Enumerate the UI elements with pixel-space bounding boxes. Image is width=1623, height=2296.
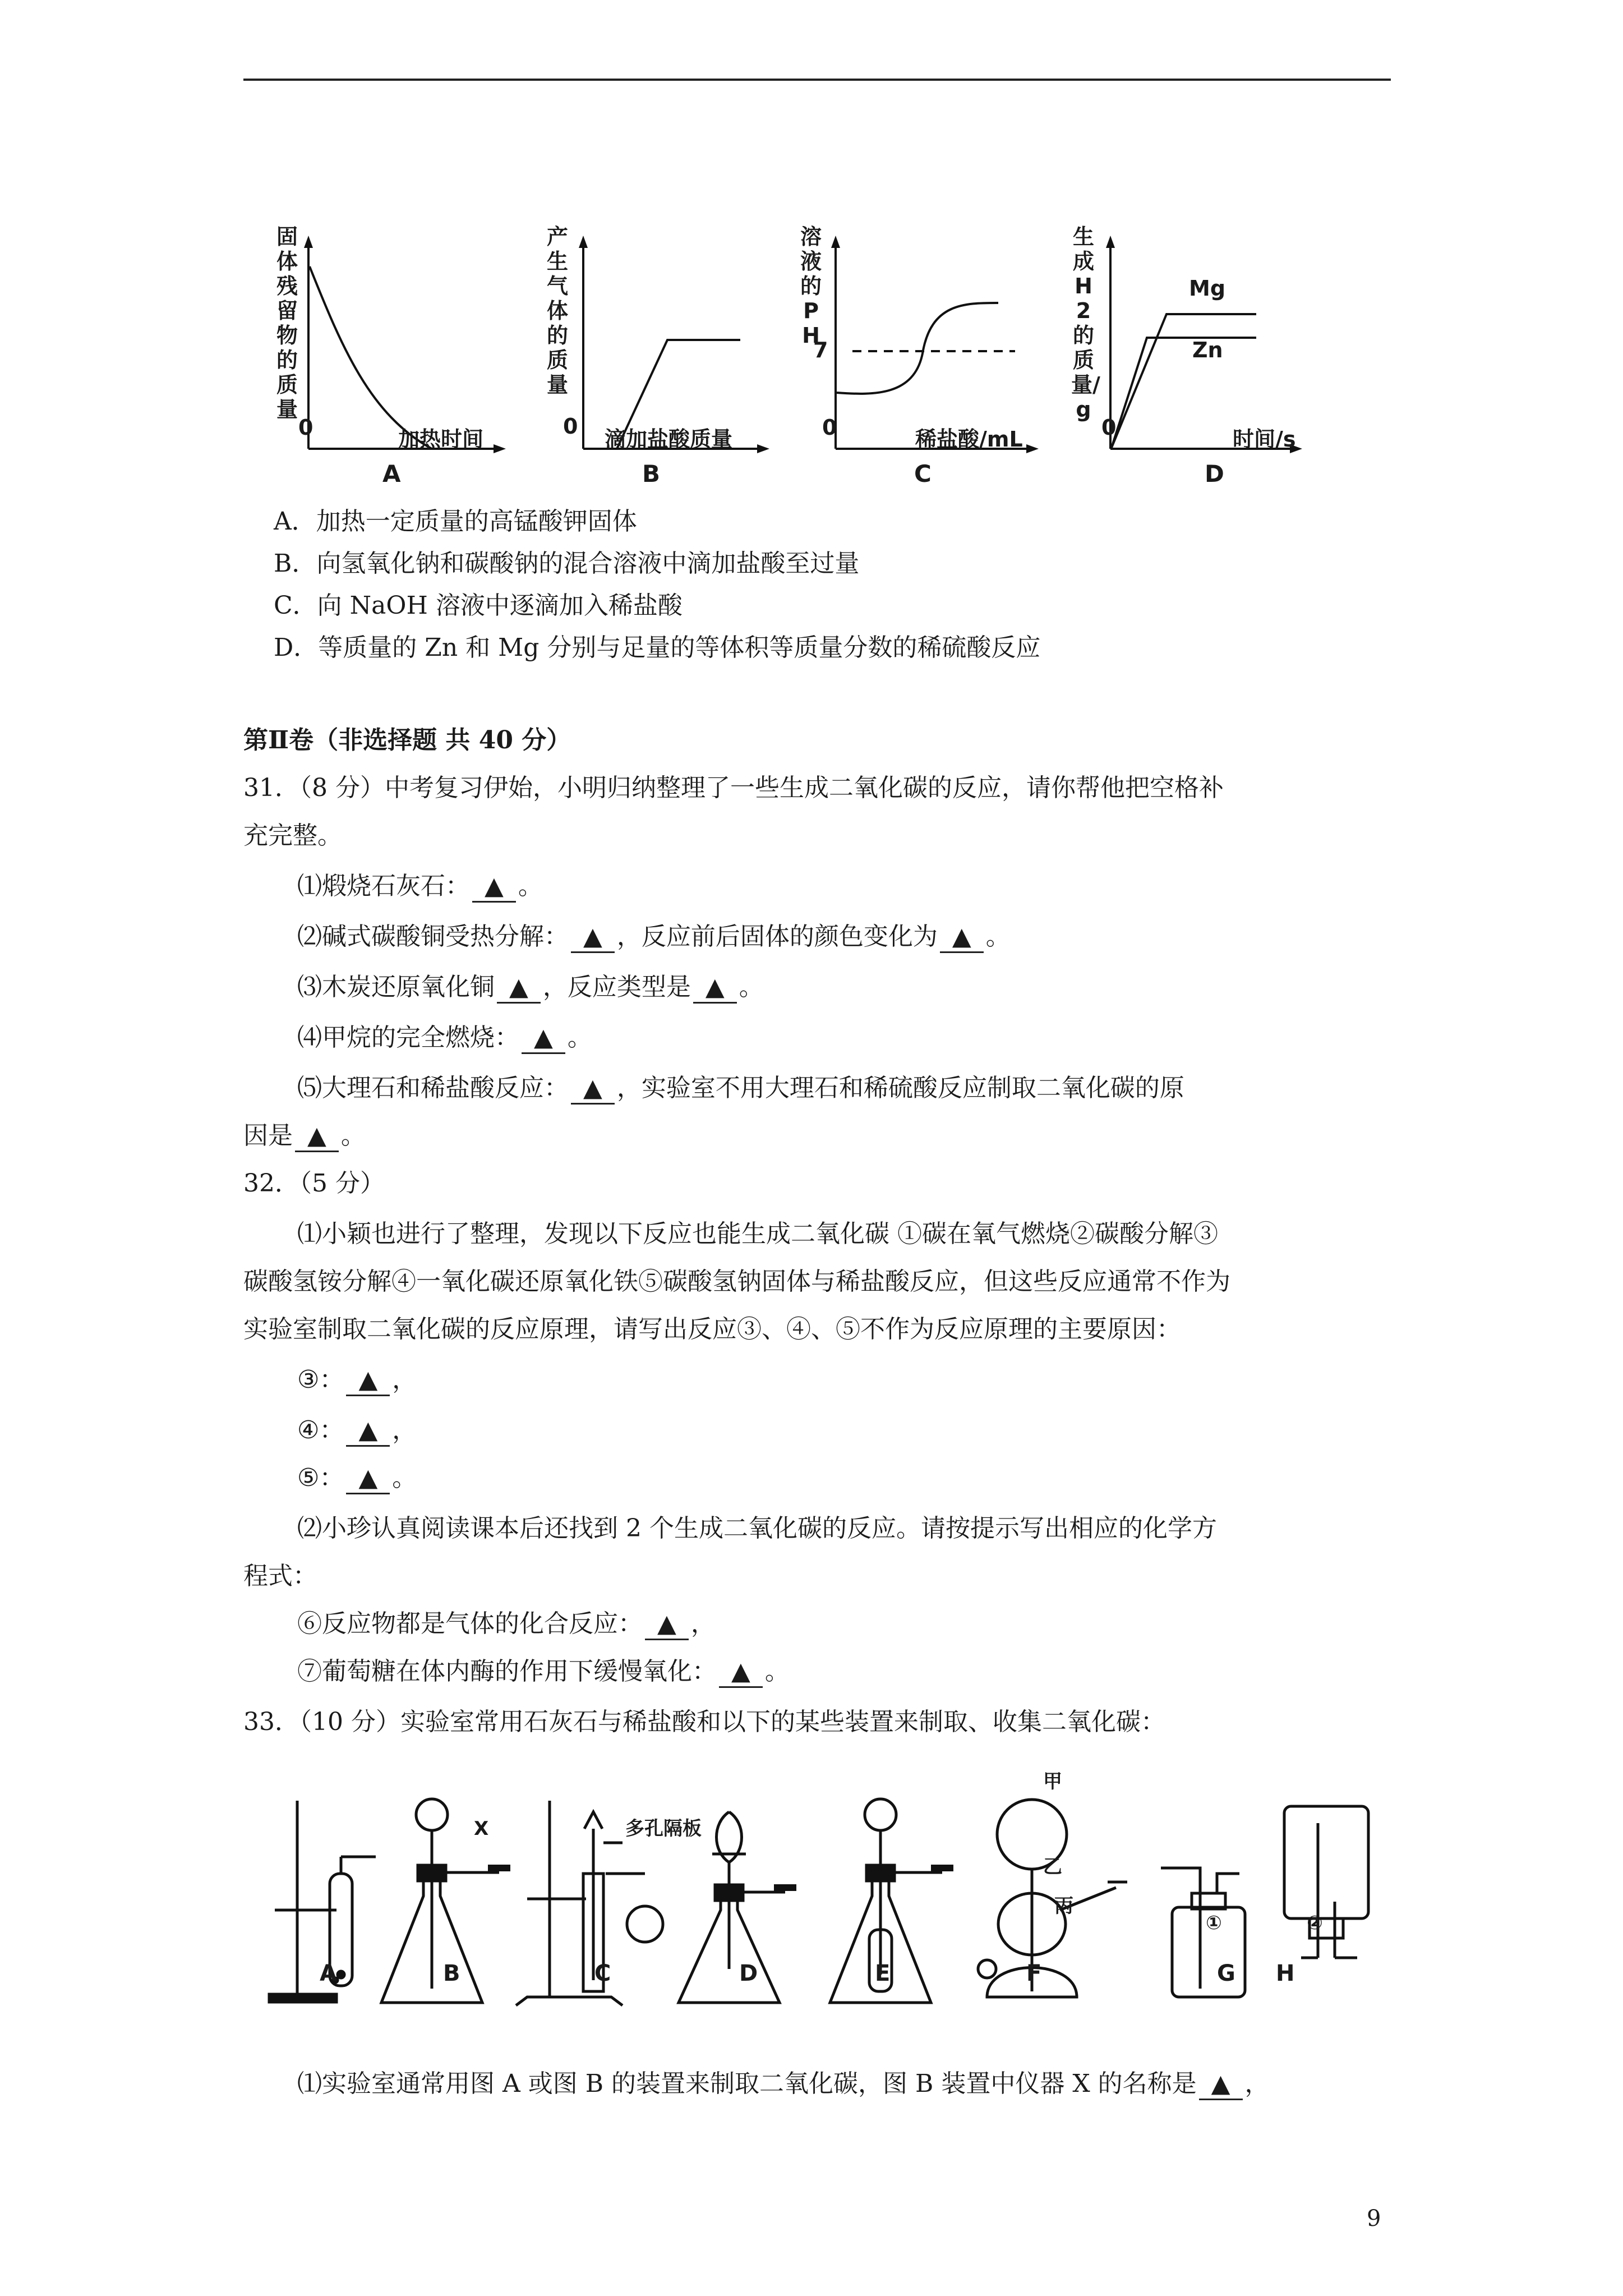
q33-part1: ⑴实验室通常用图 A 或图 B 的装置来制取二氧化碳，图 B 装置中仪器 X 的名称是 ▲ ， xyxy=(297,2067,1270,2101)
q32-reason5: ⑤： ▲ 。 xyxy=(297,1461,417,1495)
label-port1: ① xyxy=(1206,1912,1222,1934)
q31-item1: ⑴煅烧石灰石： ▲ 。 xyxy=(297,869,543,903)
apparatus-e xyxy=(830,1799,953,2003)
q32-para5: 程式： xyxy=(243,1562,317,1590)
answer-blank[interactable]: ▲ xyxy=(940,922,984,953)
answer-blank[interactable]: ▲ xyxy=(645,1609,689,1640)
apparatus-label-c: C xyxy=(594,1961,611,1986)
apparatus-label-f: F xyxy=(1026,1961,1042,1986)
graph-c-origin: 0 xyxy=(822,415,837,440)
apparatus-f xyxy=(978,1800,1127,1997)
answer-blank[interactable]: ▲ xyxy=(719,1657,763,1688)
label-porous-plate: 多孔隔板 xyxy=(625,1818,702,1840)
apparatus-label-e: E xyxy=(875,1961,891,1986)
graph-b-origin: 0 xyxy=(563,414,578,439)
answer-blank[interactable]: ▲ xyxy=(1199,2069,1243,2100)
graph-c-plot xyxy=(796,213,1088,505)
graph-a xyxy=(264,213,555,505)
graph-c-curve xyxy=(837,303,998,394)
graph-b-plot xyxy=(538,213,830,505)
q32-para2: 碳酸氢铵分解④一氧化碳还原氧化铁⑤碳酸氢钠固体与稀盐酸反应，但这些反应通常不作为 xyxy=(243,1267,1230,1296)
graph-b-ylabel: 产生气体的质量 xyxy=(546,224,568,397)
apparatus-label-a: A xyxy=(320,1961,337,1986)
label-port2: ② xyxy=(1307,1912,1323,1934)
page-number: 9 xyxy=(1367,2206,1381,2231)
answer-blank[interactable]: ▲ xyxy=(346,1416,390,1447)
label-x: X xyxy=(474,1818,489,1840)
q32-para4: ⑵小珍认真阅读课本后还找到 2 个生成二氧化碳的反应。请按提示写出相应的化学方 xyxy=(297,1514,1217,1543)
answer-blank[interactable]: ▲ xyxy=(522,1023,565,1054)
graph-d-xlabel: 时间/s xyxy=(1233,427,1296,452)
option-b: B．向氢氧化钠和碳酸钠的混合溶液中滴加盐酸至过量 xyxy=(274,549,860,578)
graph-b-xlabel: 滴加盐酸质量 xyxy=(605,427,733,452)
q31-item2: ⑵碱式碳酸铜受热分解： ▲ ，反应前后固体的颜色变化为 ▲ 。 xyxy=(297,920,1011,954)
answer-blank[interactable]: ▲ xyxy=(346,1464,390,1494)
q31-stem-line1: 31．（8 分）中考复习伊始，小明归纳整理了一些生成二氧化碳的反应，请你帮他把空格补 xyxy=(243,774,1224,802)
q33-stem: 33．（10 分）实验室常用石灰石与稀盐酸和以下的某些装置来制取、收集二氧化碳： xyxy=(243,1708,1165,1736)
graph-a-origin: 0 xyxy=(298,415,313,440)
apparatus-figure xyxy=(264,1745,1413,2059)
q32-eq6: ⑥反应物都是气体的化合反应： ▲ ， xyxy=(297,1607,716,1641)
graph-d-letter: D xyxy=(1205,460,1224,487)
graph-c-xlabel: 稀盐酸/mL xyxy=(915,427,1023,452)
graph-c-letter: C xyxy=(914,460,932,487)
graph-c-ylabel: 溶液的PH xyxy=(800,224,822,348)
graph-c-ph7: 7 xyxy=(813,338,828,362)
q31-stem-line2: 充完整。 xyxy=(243,821,342,850)
header-rule xyxy=(243,79,1391,81)
answer-blank[interactable]: ▲ xyxy=(295,1121,339,1152)
graph-d-ylabel: 生成H2的质量/g xyxy=(1071,224,1100,422)
graph-b xyxy=(538,213,830,505)
q31-item3: ⑶木炭还原氧化铜 ▲ ，反应类型是 ▲ 。 xyxy=(297,970,764,1004)
graph-a-ylabel: 固体残留物的质量 xyxy=(276,224,298,422)
graph-d-origin: 0 xyxy=(1101,415,1117,440)
q31-item5-cont: 因是 ▲ 。 xyxy=(243,1119,366,1153)
q32-reason3: ③： ▲ ， xyxy=(297,1363,417,1397)
label-bing: 丙 xyxy=(1054,1895,1073,1917)
answer-blank[interactable]: ▲ xyxy=(346,1365,390,1396)
q32-eq7: ⑦葡萄糖在体内酶的作用下缓慢氧化： ▲ 。 xyxy=(297,1655,790,1688)
answer-blank[interactable]: ▲ xyxy=(472,872,516,903)
option-a: A．加热一定质量的高锰酸钾固体 xyxy=(274,507,637,536)
apparatus-h xyxy=(1284,1806,1368,1958)
answer-blank[interactable]: ▲ xyxy=(571,1074,615,1105)
q32-stem: 32．（5 分） xyxy=(243,1169,385,1198)
answer-blank[interactable]: ▲ xyxy=(497,973,541,1004)
apparatus-label-b: B xyxy=(443,1961,460,1986)
q32-para1: ⑴小颖也进行了整理，发现以下反应也能生成二氧化碳 ①碳在氧气燃烧②碳酸分解③ xyxy=(297,1220,1218,1248)
answer-blank[interactable]: ▲ xyxy=(571,922,615,953)
apparatus-d xyxy=(679,1812,796,2003)
apparatus-label-g: G xyxy=(1217,1961,1235,1986)
graph-d-series-mg: Mg xyxy=(1189,276,1226,301)
label-yi: 乙 xyxy=(1043,1856,1062,1878)
graph-a-letter: A xyxy=(382,460,401,487)
apparatus-label-h: H xyxy=(1276,1961,1295,1986)
graph-d-series-zn: Zn xyxy=(1192,338,1223,362)
q32-reason4: ④： ▲ ， xyxy=(297,1414,417,1447)
option-d: D．等质量的 Zn 和 Mg 分别与足量的等体积等质量分数的稀硫酸反应 xyxy=(274,633,1041,662)
q31-item4: ⑷甲烷的完全燃烧： ▲ 。 xyxy=(297,1021,592,1055)
section-title: 第Ⅱ卷（非选择题 共 40 分） xyxy=(243,726,571,754)
answer-blank[interactable]: ▲ xyxy=(693,973,737,1004)
q31-item5: ⑸大理石和稀盐酸反应： ▲ ，实验室不用大理石和稀硫酸反应制取二氧化碳的原 xyxy=(297,1071,1184,1105)
graph-a-plot xyxy=(264,213,555,505)
graph-a-xlabel: 加热时间 xyxy=(398,427,484,452)
apparatus-label-d: D xyxy=(739,1961,758,1986)
graph-b-letter: B xyxy=(642,460,661,487)
option-c: C．向 NaOH 溶液中逐滴加入稀盐酸 xyxy=(274,591,683,620)
label-jia: 甲 xyxy=(1043,1770,1062,1793)
graph-c xyxy=(796,213,1088,505)
q32-para3: 实验室制取二氧化碳的反应原理，请写出反应③、④、⑤不作为反应原理的主要原因： xyxy=(243,1315,1181,1343)
